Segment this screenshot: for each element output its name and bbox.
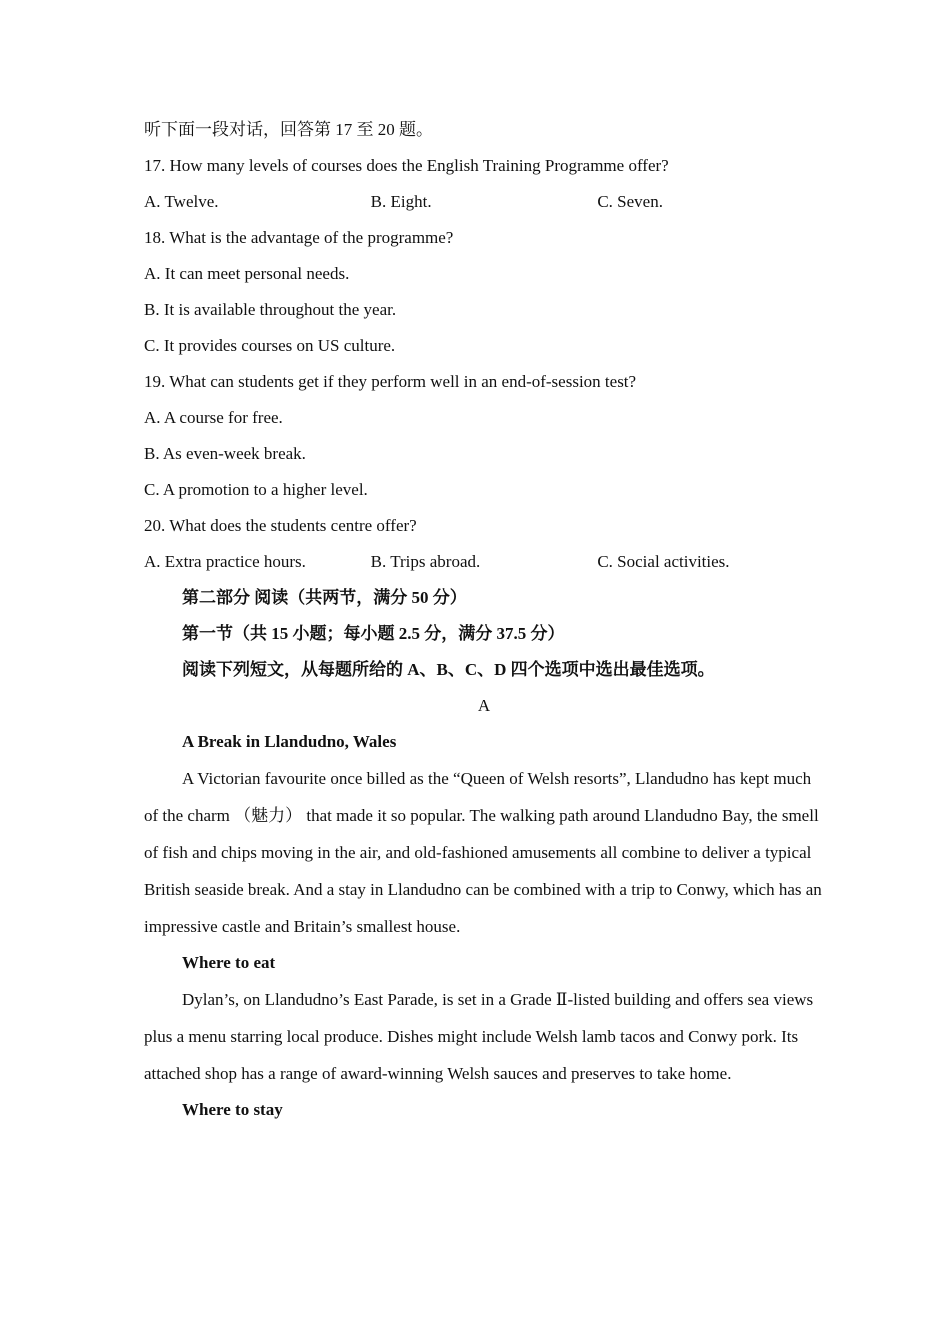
passage-label: A bbox=[477, 696, 491, 715]
option-a: A. Twelve. bbox=[144, 192, 219, 211]
option-a: A. A course for free. bbox=[144, 408, 283, 427]
option-b: B. As even-week break. bbox=[144, 444, 306, 463]
option-a: A. Extra practice hours. bbox=[144, 552, 306, 571]
question-17: 17. How many levels of courses does the English Training Programme offer? bbox=[144, 156, 669, 175]
option-b: B. Trips abroad. bbox=[370, 552, 481, 571]
question-20: 20. What does the students centre offer? bbox=[144, 516, 417, 535]
option-c: C. It provides courses on US culture. bbox=[144, 336, 396, 355]
question-17-options bbox=[144, 184, 824, 220]
option-c: C. Social activities. bbox=[597, 552, 730, 571]
listening-instruction: 听下面一段对话，回答第 17 至 20 题。 bbox=[144, 120, 433, 139]
passage-intro bbox=[144, 760, 824, 945]
question-18: 18. What is the advantage of the programme? bbox=[144, 228, 454, 247]
passage-title: A Break in Llandudno, Wales bbox=[182, 732, 397, 751]
document-page bbox=[144, 112, 824, 1128]
eat-heading: Where to eat bbox=[182, 953, 276, 972]
question-20-options bbox=[144, 544, 824, 580]
passage-eat bbox=[144, 981, 824, 1092]
part-title: 第二部分 阅读（共两节，满分 50 分） bbox=[182, 588, 467, 607]
option-c: C. Seven. bbox=[597, 192, 663, 211]
section-title: 第一节（共 15 小题；每小题 2.5 分，满分 37.5 分） bbox=[182, 624, 565, 643]
option-c: C. A promotion to a higher level. bbox=[144, 480, 368, 499]
option-a: A. It can meet personal needs. bbox=[144, 264, 350, 283]
intro-paragraph: A Victorian favourite once billed as the “Queen of Welsh resorts”, Llandudno has kept much of the charm （魅力） that made it so popular. The walking path around Llandudno Bay, the smell of fish and chips moving in the air, and old-fashioned amusements all combine to deliver a typical British seaside break. And a stay in Llandudno can be combined with a trip to Conwy, which has an impressive castle and Britain’s smallest house. bbox=[144, 769, 822, 936]
option-b: B. It is available throughout the year. bbox=[144, 300, 397, 319]
eat-paragraph: Dylan’s, on Llandudno’s East Parade, is set in a Grade Ⅱ-listed building and offers sea views plus a menu starring local produce. Dishes might include Welsh lamb tacos and Conwy pork. Its attached shop has a range of award-winning Welsh sauces and preserves to take home. bbox=[144, 990, 814, 1083]
question-19: 19. What can students get if they perform well in an end-of-session test? bbox=[144, 372, 637, 391]
reading-instruction: 阅读下列短文，从每题所给的 A、B、C、D 四个选项中选出最佳选项。 bbox=[182, 660, 715, 679]
stay-heading: Where to stay bbox=[182, 1100, 283, 1119]
option-b: B. Eight. bbox=[370, 192, 432, 211]
